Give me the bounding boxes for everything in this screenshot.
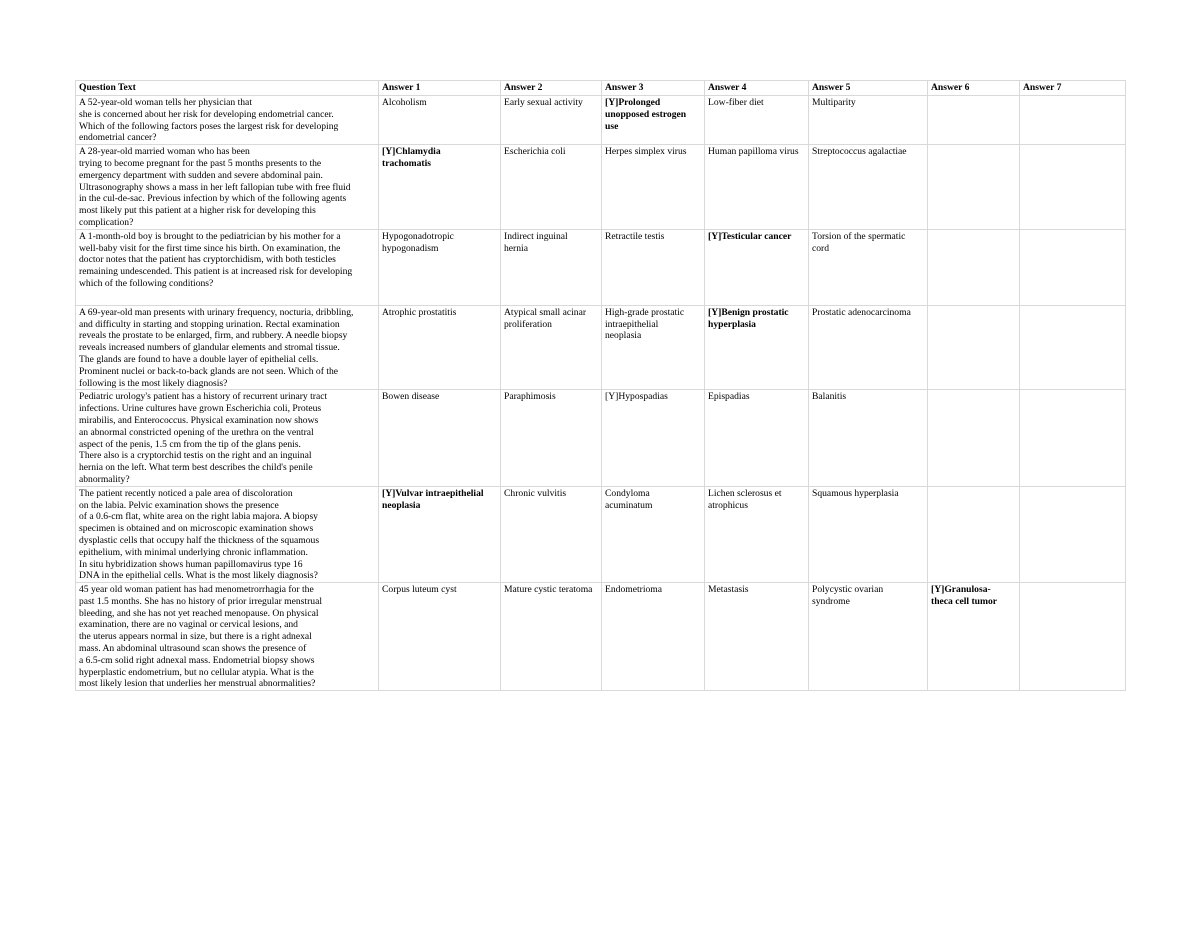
answer-cell-6 [928, 145, 1020, 230]
answer-cell-5: Streptococcus agalactiae [809, 145, 928, 230]
header-question-text: Question Text [76, 81, 379, 96]
answer-cell-1: Corpus luteum cyst [379, 583, 501, 691]
answer-cell-4: Lichen sclerosus et atrophicus [705, 486, 809, 582]
question-cell: A 1-month-old boy is brought to the pediatrician by his mother for a well-baby visit for the first time since his birth. On examination, the doctor notes that the patient has cryptorchidism, with both testicles remaining undescended. This patient is at increased risk for developing which of the following conditions? [76, 229, 379, 305]
header-answer-4: Answer 4 [705, 81, 809, 96]
header-answer-2: Answer 2 [501, 81, 602, 96]
table-row [76, 486, 1126, 582]
question-cell: 45 year old woman patient has had menometrorrhagia for the past 1.5 months. She has no history of prior irregular menstrual bleeding, and she has not yet reached menopause. On physical examination, there are no vaginal or cervical lesions, and the uterus appears normal in size, but there is a right adnexal mass. An abdominal ultrasound scan shows the presence of a 6.5-cm solid right adnexal mass. Endometrial biopsy shows hyperplastic endometrium, but no cellular atypia. What is the most likely lesion that underlies her menstrual abnormalities? [76, 583, 379, 691]
answer-cell-7 [1020, 583, 1126, 691]
answer-cell-5: Balanitis [809, 390, 928, 486]
answer-cell-4: Metastasis [705, 583, 809, 691]
answer-cell-2: Early sexual activity [501, 96, 602, 145]
header-answer-7: Answer 7 [1020, 81, 1126, 96]
answer-cell-7 [1020, 390, 1126, 486]
answer-cell-7 [1020, 145, 1126, 230]
table-row [76, 305, 1126, 390]
answer-cell-6 [928, 390, 1020, 486]
answer-cell-1: Atrophic prostatitis [379, 305, 501, 390]
header-answer-5: Answer 5 [809, 81, 928, 96]
answer-cell-3: Endometrioma [602, 583, 705, 691]
answer-cell-2: Paraphimosis [501, 390, 602, 486]
question-cell: A 52-year-old woman tells her physician that she is concerned about her risk for developing endometrial cancer. Which of the following factors poses the largest risk for developing endometrial cancer? [76, 96, 379, 145]
answer-cell-4: [Y]Benign prostatic hyperplasia [705, 305, 809, 390]
answer-cell-5: Prostatic adenocarcinoma [809, 305, 928, 390]
answer-cell-3: Herpes simplex virus [602, 145, 705, 230]
answer-cell-1: Alcoholism [379, 96, 501, 145]
answer-cell-3: [Y]Hypospadias [602, 390, 705, 486]
answer-cell-4: [Y]Testicular cancer [705, 229, 809, 305]
answer-cell-4: Epispadias [705, 390, 809, 486]
answer-cell-3: High-grade prostatic intraepithelial neoplasia [602, 305, 705, 390]
answer-cell-5: Torsion of the spermatic cord [809, 229, 928, 305]
question-cell: The patient recently noticed a pale area of discoloration on the labia. Pelvic examination shows the presence of a 0.6-cm flat, white area on the right labia majora. A biopsy specimen is obtained and on microscopic examination shows dysplastic cells that occupy half the thickness of the squamous epithelium, with minimal underlying chronic inflammation. In situ hybridization shows human papillomavirus type 16 DNA in the epithelial cells. What is the most likely diagnosis? [76, 486, 379, 582]
table-row [76, 583, 1126, 691]
header-answer-6: Answer 6 [928, 81, 1020, 96]
answer-cell-5: Multiparity [809, 96, 928, 145]
answer-cell-6: [Y]Granulosa- theca cell tumor [928, 583, 1020, 691]
answer-cell-2: Escherichia coli [501, 145, 602, 230]
answer-cell-2: Atypical small acinar proliferation [501, 305, 602, 390]
question-table [75, 80, 1126, 691]
answer-cell-6 [928, 96, 1020, 145]
answer-cell-1: Hypogonadotropic hypogonadism [379, 229, 501, 305]
header-answer-1: Answer 1 [379, 81, 501, 96]
answer-cell-5: Squamous hyperplasia [809, 486, 928, 582]
answer-cell-7 [1020, 486, 1126, 582]
table-row [76, 145, 1126, 230]
answer-cell-4: Low-fiber diet [705, 96, 809, 145]
answer-cell-4: Human papilloma virus [705, 145, 809, 230]
question-cell: A 69-year-old man presents with urinary frequency, nocturia, dribbling, and difficulty in starting and stopping urination. Rectal examination reveals the prostate to be enlarged, firm, and rubbery. A needle biopsy reveals increased numbers of glandular elements and stromal tissue. The glands are found to have a double layer of epithelial cells. Prominent nuclei or back-to-back glands are not seen. Which of the following is the most likely diagnosis? [76, 305, 379, 390]
question-cell: Pediatric urology's patient has a history of recurrent urinary tract infections. Urine cultures have grown Escherichia coli, Proteus mirabilis, and Enterococcus. Physical examination now shows an abnormal constricted opening of the urethra on the ventral aspect of the penis, 1.5 cm from the tip of the glans penis. There also is a cryptorchid testis on the right and an inguinal hernia on the left. What term best describes the child's penile abnormality? [76, 390, 379, 486]
table-row [76, 390, 1126, 486]
header-answer-3: Answer 3 [602, 81, 705, 96]
answer-cell-1: [Y]Vulvar intraepithelial neoplasia [379, 486, 501, 582]
answer-cell-6 [928, 486, 1020, 582]
answer-cell-2: Indirect inguinal hernia [501, 229, 602, 305]
table-row [76, 229, 1126, 305]
answer-cell-6 [928, 229, 1020, 305]
answer-cell-3: Condyloma acuminatum [602, 486, 705, 582]
answer-cell-7 [1020, 305, 1126, 390]
answer-cell-1: Bowen disease [379, 390, 501, 486]
answer-cell-5: Polycystic ovarian syndrome [809, 583, 928, 691]
answer-cell-2: Mature cystic teratoma [501, 583, 602, 691]
answer-cell-6 [928, 305, 1020, 390]
question-cell: A 28-year-old married woman who has been trying to become pregnant for the past 5 months presents to the emergency department with sudden and severe abdominal pain. Ultrasonography shows a mass in her left fallopian tube with free fluid in the cul-de-sac. Previous infection by which of the following agents most likely put this patient at a higher risk for developing this complication? [76, 145, 379, 230]
answer-cell-1: [Y]Chlamydia trachomatis [379, 145, 501, 230]
header-row [76, 81, 1126, 96]
answer-cell-2: Chronic vulvitis [501, 486, 602, 582]
answer-cell-7 [1020, 229, 1126, 305]
answer-cell-3: [Y]Prolonged unopposed estrogen use [602, 96, 705, 145]
answer-cell-7 [1020, 96, 1126, 145]
answer-cell-3: Retractile testis [602, 229, 705, 305]
table-row [76, 96, 1126, 145]
